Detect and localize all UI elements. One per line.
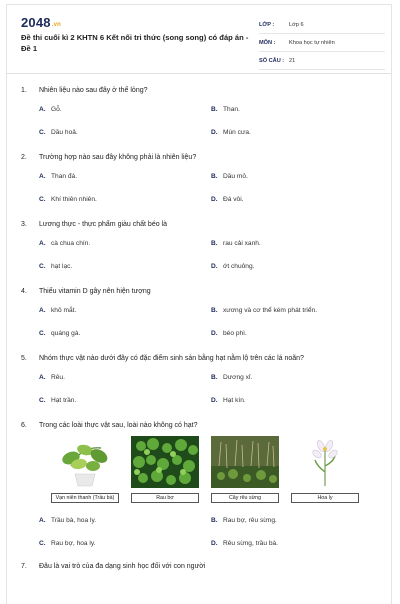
question-block xyxy=(7,84,391,138)
question-number: 5. xyxy=(21,354,27,362)
option-letter: A. xyxy=(39,374,46,381)
answer-options xyxy=(7,238,391,272)
option-letter: B. xyxy=(211,106,218,113)
answer-option-a[interactable] xyxy=(39,372,211,383)
question-stem: Thiếu vitamin D gây nên hiện tượng xyxy=(39,287,151,295)
option-letter: A. xyxy=(39,307,46,314)
header xyxy=(7,5,391,69)
option-text: Dầu mỏ. xyxy=(223,173,248,180)
question-number: 1. xyxy=(21,86,27,94)
option-text: béo phì. xyxy=(223,330,247,337)
exam-title: Đề thi cuối kì 2 KHTN 6 Kết nối tri thức (song song) có đáp án - Đề 1 xyxy=(21,33,249,53)
answer-option-d[interactable] xyxy=(211,261,383,272)
option-letter: B. xyxy=(211,173,218,180)
question-text xyxy=(7,151,391,163)
meta-row-question-count: SỐ CÂU : 21 xyxy=(259,52,385,70)
option-text: Dầu hoả. xyxy=(51,129,78,136)
answer-options xyxy=(7,372,391,406)
lily-flower-image xyxy=(291,436,359,488)
exam-meta xyxy=(259,16,385,70)
answer-option-a[interactable] xyxy=(39,238,211,249)
question-block xyxy=(7,285,391,339)
answer-option-c[interactable] xyxy=(39,395,211,406)
answer-option-a[interactable] xyxy=(39,305,211,316)
option-text: Rêu. xyxy=(51,374,65,381)
question-text xyxy=(7,285,391,297)
answer-options xyxy=(7,104,391,138)
answer-option-a[interactable] xyxy=(39,104,211,115)
question-number: 6. xyxy=(21,421,27,429)
answer-option-d[interactable] xyxy=(211,328,383,339)
question-block xyxy=(7,218,391,272)
option-letter: D. xyxy=(211,196,218,203)
option-letter: C. xyxy=(39,397,46,404)
option-letter: D. xyxy=(211,540,218,547)
image-figure xyxy=(51,436,119,503)
question-block xyxy=(7,560,391,572)
option-text: quáng gà. xyxy=(51,330,81,337)
image-figure xyxy=(131,436,199,503)
site-logo[interactable]: 2048.vn xyxy=(21,15,62,30)
answer-option-d[interactable] xyxy=(211,127,383,138)
option-letter: B. xyxy=(211,240,218,247)
question-number: 7. xyxy=(21,562,27,570)
option-letter: B. xyxy=(211,307,218,314)
clover-fern-image xyxy=(131,436,199,488)
answer-option-b[interactable] xyxy=(211,104,383,115)
option-letter: C. xyxy=(39,129,46,136)
exam-page xyxy=(6,4,392,604)
option-text: Than đá. xyxy=(51,173,78,180)
answer-option-b[interactable] xyxy=(211,238,383,249)
image-caption: Hoa ly xyxy=(291,493,359,503)
question-stem: Nhóm thực vật nào dưới đây có đặc điểm sinh sản bằng hạt nằm lộ trên các lá noãn? xyxy=(39,354,304,362)
option-text: Rêu sừng, trầu bà. xyxy=(223,540,278,547)
question-text xyxy=(7,218,391,230)
question-stem: Nhiên liệu nào sau đây ở thể lỏng? xyxy=(39,86,148,94)
answer-option-b[interactable] xyxy=(211,305,383,316)
option-text: ớt chuông. xyxy=(223,263,255,270)
question-number: 2. xyxy=(21,153,27,161)
option-letter: B. xyxy=(211,517,218,524)
image-caption: Vạn niên thanh (Trầu bà) xyxy=(51,493,119,503)
option-text: khô mắt. xyxy=(51,307,77,314)
option-letter: D. xyxy=(211,129,218,136)
option-text: rau cải xanh. xyxy=(223,240,261,247)
answer-option-d[interactable] xyxy=(211,194,383,205)
question-list xyxy=(7,76,391,572)
option-text: cà chua chín. xyxy=(51,240,91,247)
question-number: 4. xyxy=(21,287,27,295)
option-text: Trầu bà, hoa ly. xyxy=(51,517,97,524)
image-caption: Cây rêu sừng xyxy=(211,493,279,503)
option-letter: A. xyxy=(39,173,46,180)
header-divider xyxy=(7,73,391,74)
answer-option-c[interactable] xyxy=(39,261,211,272)
option-text: Gỗ. xyxy=(51,106,62,113)
option-letter: D. xyxy=(211,330,218,337)
option-text: hạt lạc. xyxy=(51,263,73,270)
question-images xyxy=(7,436,391,503)
question-stem: Đâu là vai trò của đa dạng sinh học đối với con người xyxy=(39,562,206,570)
question-stem: Lương thực - thực phẩm giàu chất béo là xyxy=(39,220,167,228)
option-text: Rau bợ, rêu sừng. xyxy=(223,517,277,524)
answer-options xyxy=(7,515,391,549)
option-text: Hạt trần. xyxy=(51,397,77,404)
answer-option-b[interactable] xyxy=(211,171,383,182)
option-text: Mùn cưa. xyxy=(223,129,251,136)
question-stem: Trường hợp nào sau đây không phải là nhiên liệu? xyxy=(39,153,197,161)
question-block xyxy=(7,419,391,549)
option-letter: A. xyxy=(39,240,46,247)
answer-option-c[interactable] xyxy=(39,538,211,549)
pothos-plant-image xyxy=(51,436,119,488)
meta-row-subject: MÔN : Khoa học tự nhiên xyxy=(259,34,385,52)
answer-option-b[interactable] xyxy=(211,515,383,526)
answer-option-c[interactable] xyxy=(39,127,211,138)
question-stem: Trong các loài thực vật sau, loài nào không có hạt? xyxy=(39,421,198,429)
answer-options xyxy=(7,305,391,339)
option-letter: D. xyxy=(211,397,218,404)
question-block xyxy=(7,151,391,205)
option-letter: C. xyxy=(39,196,46,203)
question-number: 3. xyxy=(21,220,27,228)
option-text: xương và cơ thể kém phát triển. xyxy=(223,307,318,314)
image-caption: Rau bợ xyxy=(131,493,199,503)
option-letter: A. xyxy=(39,517,46,524)
answer-option-b[interactable] xyxy=(211,372,383,383)
option-letter: D. xyxy=(211,263,218,270)
option-text: Khí thiên nhiên. xyxy=(51,196,97,203)
image-figure xyxy=(211,436,279,503)
option-text: Hạt kín. xyxy=(223,397,246,404)
answer-option-d[interactable] xyxy=(211,538,383,549)
question-text xyxy=(7,560,391,572)
option-letter: C. xyxy=(39,263,46,270)
option-letter: B. xyxy=(211,374,218,381)
question-text xyxy=(7,419,391,431)
option-letter: A. xyxy=(39,106,46,113)
option-text: Đá vôi. xyxy=(223,196,244,203)
option-text: Rau bợ, hoa ly. xyxy=(51,540,96,547)
option-text: Than. xyxy=(223,106,240,113)
answer-option-a[interactable] xyxy=(39,515,211,526)
answer-options xyxy=(7,171,391,205)
image-figure xyxy=(291,436,359,503)
question-text xyxy=(7,352,391,364)
answer-option-d[interactable] xyxy=(211,395,383,406)
answer-option-c[interactable] xyxy=(39,328,211,339)
question-block xyxy=(7,352,391,406)
option-text: Dương xỉ. xyxy=(223,374,253,381)
hornwort-image xyxy=(211,436,279,488)
question-text xyxy=(7,84,391,96)
meta-row-class: LỚP : Lớp 6 xyxy=(259,16,385,34)
option-letter: C. xyxy=(39,330,46,337)
option-letter: C. xyxy=(39,540,46,547)
answer-option-a[interactable] xyxy=(39,171,211,182)
answer-option-c[interactable] xyxy=(39,194,211,205)
